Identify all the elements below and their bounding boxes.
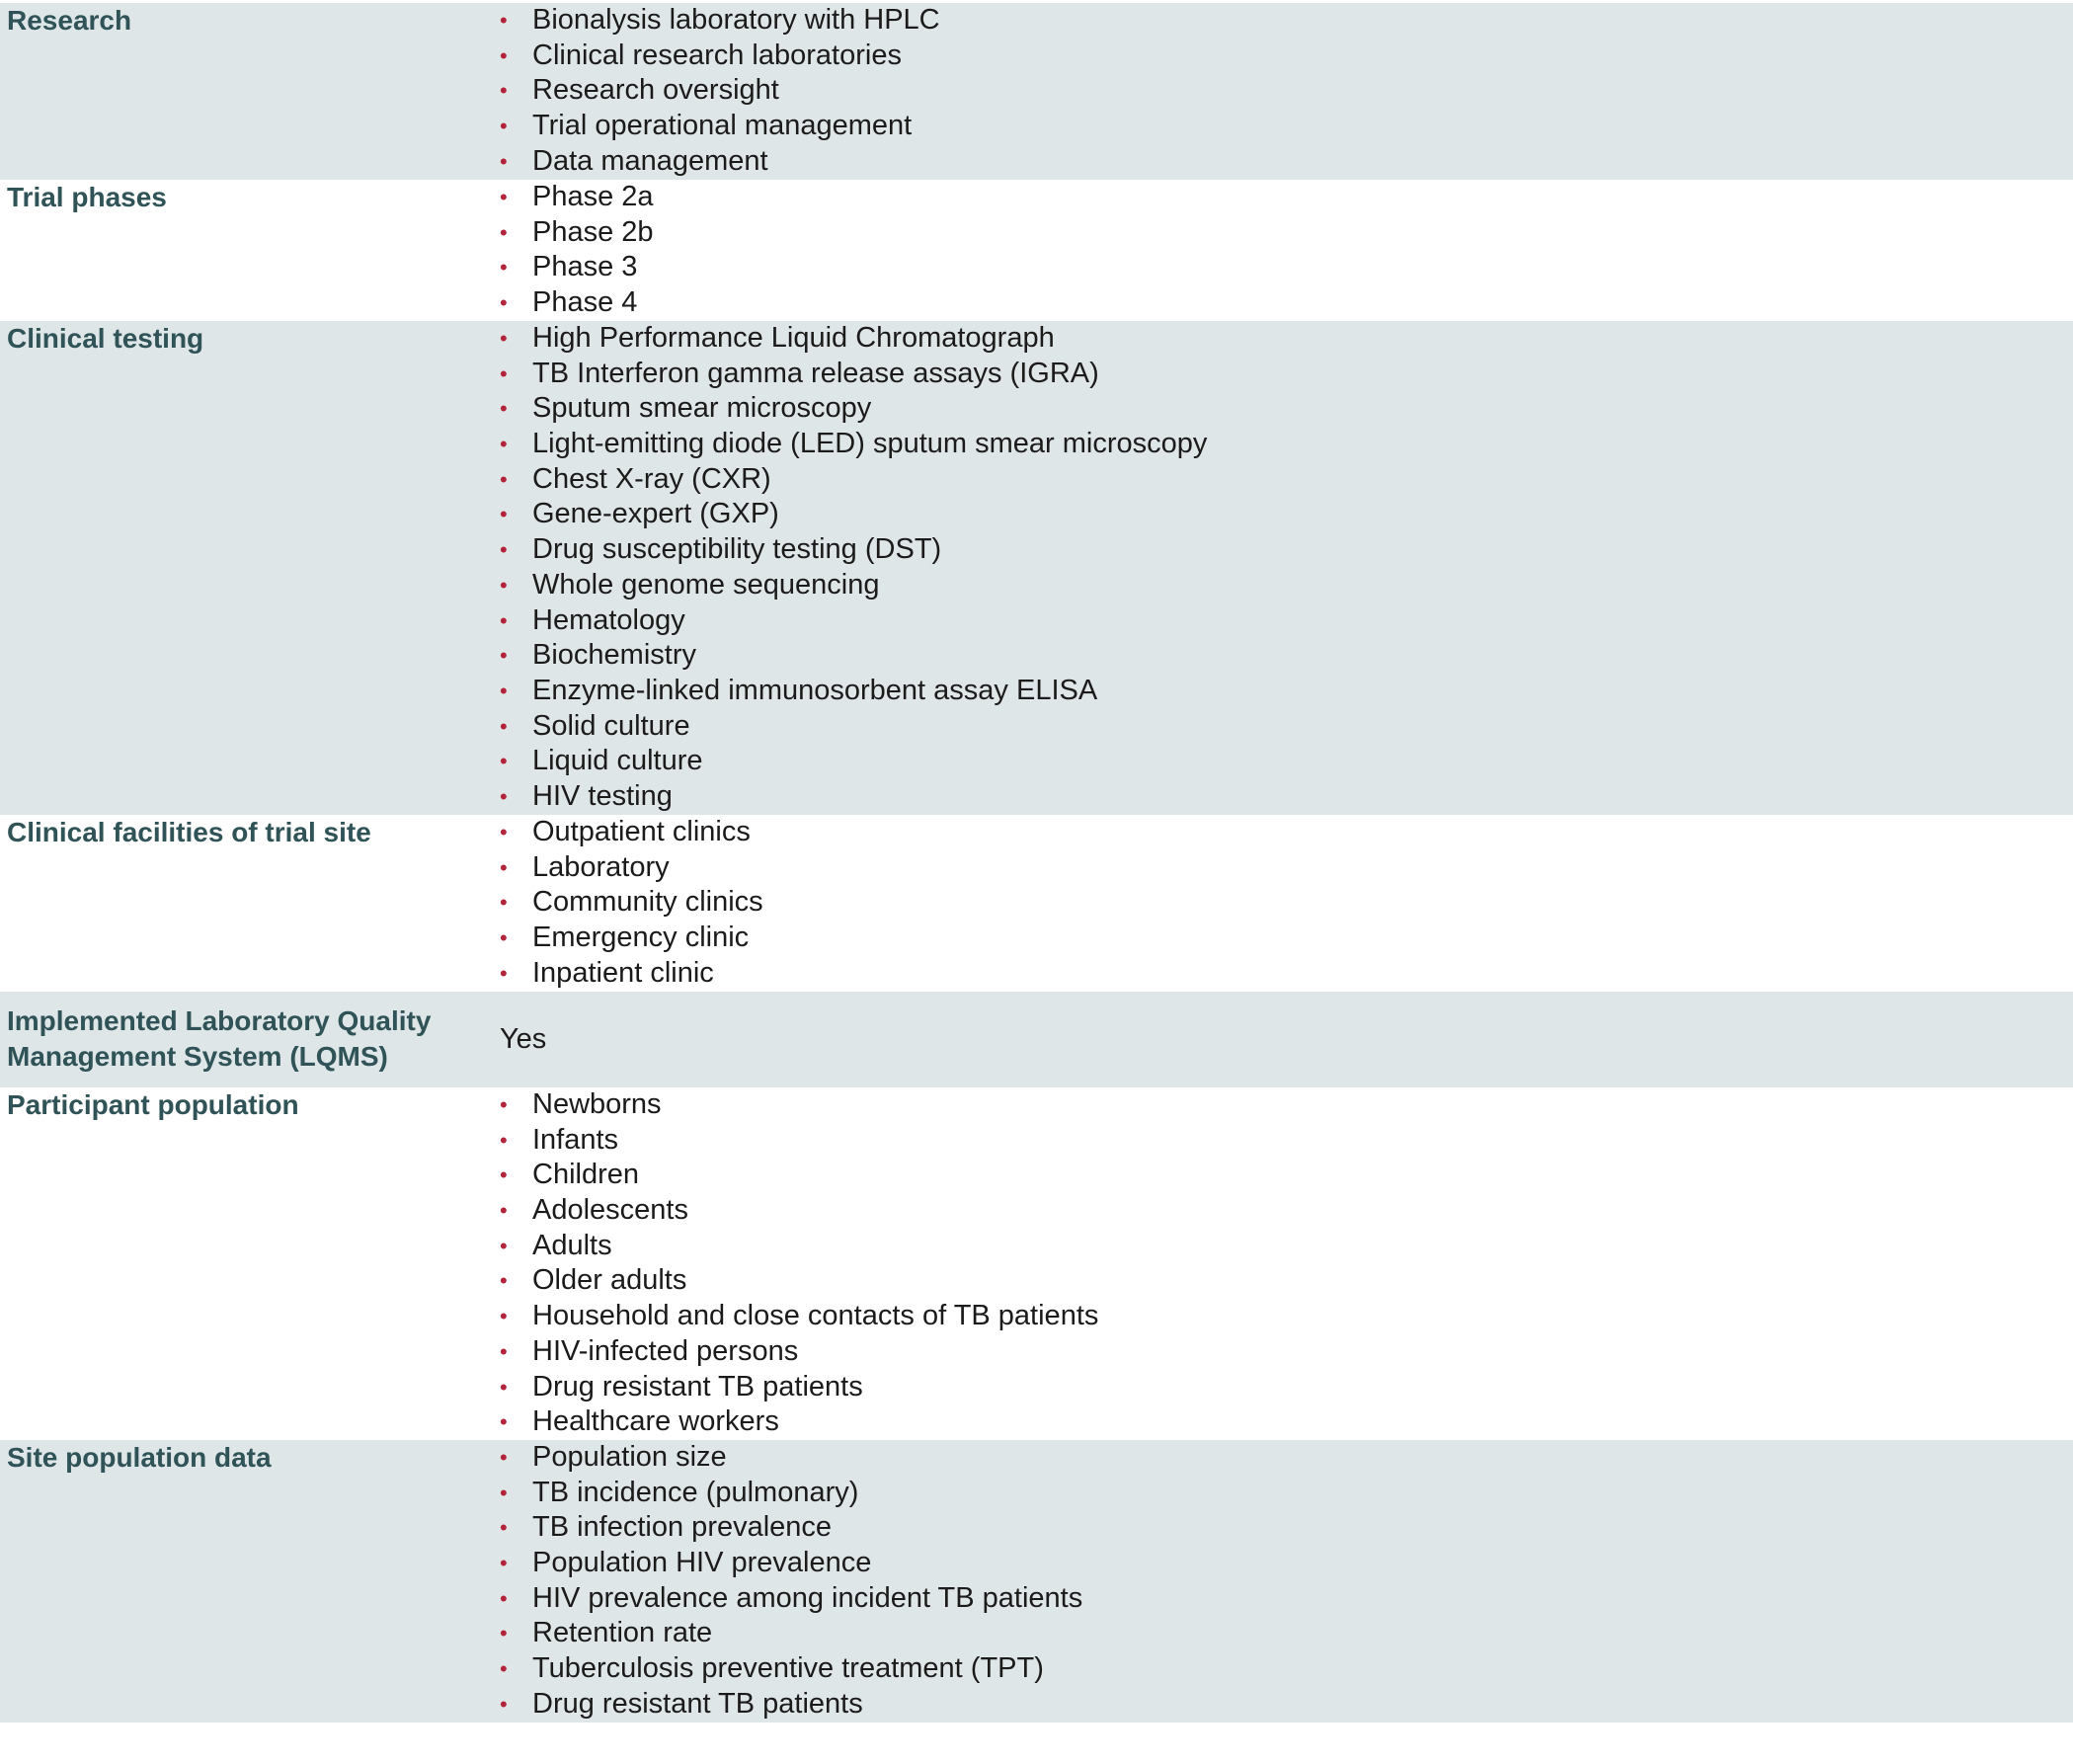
list-item: • TB incidence (pulmonary): [500, 1476, 2073, 1511]
bullet-icon: •: [500, 925, 508, 951]
bullet-icon: •: [500, 466, 508, 492]
bullet-icon: •: [500, 1374, 508, 1400]
table-row: [0, 1440, 2073, 1723]
list-item: • Enzyme-linked immunosorbent assay ELISA: [500, 674, 2073, 709]
list-item: • TB Interferon gamma release assays (IGRA): [500, 357, 2073, 392]
row-label-lqms-line1: Implemented Laboratory Quality: [7, 1005, 432, 1036]
list-item: • Population HIV prevalence: [500, 1546, 2073, 1581]
bullet-list: [500, 1087, 2073, 1440]
bullet-icon: •: [500, 890, 508, 916]
table-row: [0, 3, 2073, 180]
row-label-trial-phases: Trial phases: [7, 182, 167, 212]
table-row: [0, 1087, 2073, 1440]
bullet-icon: •: [500, 713, 508, 739]
list-item: • Liquid culture: [500, 744, 2073, 779]
site-capabilities-table: [0, 3, 2073, 1723]
bullet-icon: •: [500, 1551, 508, 1576]
row-content-clinical-testing: [500, 321, 2073, 815]
list-item: • Emergency clinic: [500, 921, 2073, 956]
bullet-icon: •: [500, 783, 508, 809]
row-content-trial-phases: [500, 180, 2073, 321]
row-content-site-population-data: [500, 1440, 2073, 1723]
bullet-icon: •: [500, 749, 508, 774]
bullet-icon: •: [500, 114, 508, 139]
list-item: • Population size: [500, 1440, 2073, 1476]
bullet-icon: •: [500, 607, 508, 633]
bullet-icon: •: [500, 1656, 508, 1682]
bullet-icon: •: [500, 820, 508, 844]
bullet-icon: •: [500, 1092, 508, 1117]
bullet-icon: •: [500, 1585, 508, 1611]
list-item: • Children: [500, 1158, 2073, 1193]
list-item: • Phase 4: [500, 285, 2073, 321]
bullet-list: [500, 3, 2073, 179]
row-label-participant-population: Participant population: [7, 1089, 299, 1120]
bullet-list: [500, 180, 2073, 321]
list-item: • Data management: [500, 144, 2073, 180]
list-item: • Inpatient clinic: [500, 956, 2073, 992]
table-row: [0, 321, 2073, 815]
bullet-icon: •: [500, 148, 508, 174]
bullet-list: [500, 1440, 2073, 1723]
list-item: • Infants: [500, 1123, 2073, 1159]
bullet-icon: •: [500, 1233, 508, 1258]
row-label-site-population-data: Site population data: [7, 1442, 272, 1473]
bullet-icon: •: [500, 854, 508, 880]
bullet-icon: •: [500, 219, 508, 245]
bullet-icon: •: [500, 290, 508, 316]
list-item: • Older adults: [500, 1263, 2073, 1299]
list-item: • Research oversight: [500, 73, 2073, 109]
list-item: • HIV prevalence among incident TB patients: [500, 1581, 2073, 1617]
list-item: • Biochemistry: [500, 638, 2073, 674]
lqms-value: Yes: [500, 1023, 547, 1055]
bullet-icon: •: [500, 1691, 508, 1717]
list-item: • Healthcare workers: [500, 1404, 2073, 1440]
bullet-icon: •: [500, 960, 508, 986]
bullet-icon: •: [500, 255, 508, 281]
bullet-icon: •: [500, 678, 508, 703]
list-item: • HIV-infected persons: [500, 1334, 2073, 1370]
list-item: • Phase 2a: [500, 180, 2073, 215]
bullet-icon: •: [500, 1304, 508, 1329]
bullet-icon: •: [500, 1480, 508, 1505]
row-label-lqms-line2: Management System (LQMS): [7, 1041, 388, 1072]
list-item: • Hematology: [500, 603, 2073, 639]
row-label-clinical-testing: Clinical testing: [7, 323, 204, 354]
bullet-list: [500, 815, 2073, 991]
bullet-icon: •: [500, 1268, 508, 1294]
row-label-research: Research: [7, 5, 132, 36]
list-item: • Drug resistant TB patients: [500, 1370, 2073, 1405]
list-item: • Phase 2b: [500, 215, 2073, 251]
bullet-icon: •: [500, 1621, 508, 1646]
row-label-clinical-facilities: Clinical facilities of trial site: [7, 817, 371, 847]
list-item: • Sputum smear microscopy: [500, 391, 2073, 427]
row-label-lqms: [0, 1003, 500, 1075]
bullet-icon: •: [500, 1198, 508, 1224]
list-item: • Newborns: [500, 1087, 2073, 1123]
list-item: • Gene-expert (GXP): [500, 497, 2073, 532]
list-item: • Phase 3: [500, 250, 2073, 285]
bullet-icon: •: [500, 432, 508, 457]
bullet-icon: •: [500, 502, 508, 527]
table-row: [0, 180, 2073, 321]
list-item: • Drug susceptibility testing (DST): [500, 532, 2073, 568]
bullet-icon: •: [500, 1445, 508, 1470]
bullet-icon: •: [500, 1127, 508, 1153]
list-item: • Retention rate: [500, 1616, 2073, 1651]
bullet-icon: •: [500, 78, 508, 104]
list-item: • Community clinics: [500, 885, 2073, 921]
list-item: • Drug resistant TB patients: [500, 1687, 2073, 1723]
list-item: • Tuberculosis preventive treatment (TPT): [500, 1651, 2073, 1687]
bullet-list: [500, 321, 2073, 815]
bullet-icon: •: [500, 1338, 508, 1364]
bullet-icon: •: [500, 1515, 508, 1541]
list-item: • HIV testing: [500, 779, 2073, 815]
list-item: • Whole genome sequencing: [500, 568, 2073, 603]
list-item: • TB infection prevalence: [500, 1510, 2073, 1546]
bullet-icon: •: [500, 361, 508, 386]
list-item: • Laboratory: [500, 850, 2073, 886]
bullet-icon: •: [500, 537, 508, 563]
list-item: • Household and close contacts of TB patients: [500, 1299, 2073, 1334]
bullet-icon: •: [500, 185, 508, 209]
bullet-icon: •: [500, 8, 508, 33]
list-item: • Bionalysis laboratory with HPLC: [500, 3, 2073, 39]
row-content-participant-population: [500, 1087, 2073, 1440]
list-item: • Adolescents: [500, 1193, 2073, 1229]
list-item: • Chest X-ray (CXR): [500, 462, 2073, 498]
bullet-icon: •: [500, 42, 508, 68]
list-item: • Adults: [500, 1229, 2073, 1264]
list-item: • High Performance Liquid Chromatograph: [500, 321, 2073, 357]
list-item: • Outpatient clinics: [500, 815, 2073, 850]
row-content-research: [500, 3, 2073, 179]
bullet-icon: •: [500, 643, 508, 669]
table-row: [0, 815, 2073, 992]
list-item: • Clinical research laboratories: [500, 39, 2073, 74]
list-item: • Solid culture: [500, 709, 2073, 745]
row-content-clinical-facilities: [500, 815, 2073, 991]
list-item: • Light-emitting diode (LED) sputum smear microscopy: [500, 427, 2073, 462]
bullet-icon: •: [500, 1163, 508, 1188]
bullet-icon: •: [500, 572, 508, 598]
list-item: • Trial operational management: [500, 109, 2073, 144]
row-content-lqms: [500, 1003, 2073, 1057]
bullet-icon: •: [500, 396, 508, 422]
bullet-icon: •: [500, 1409, 508, 1435]
bullet-icon: •: [500, 326, 508, 351]
table-row: [0, 992, 2073, 1087]
